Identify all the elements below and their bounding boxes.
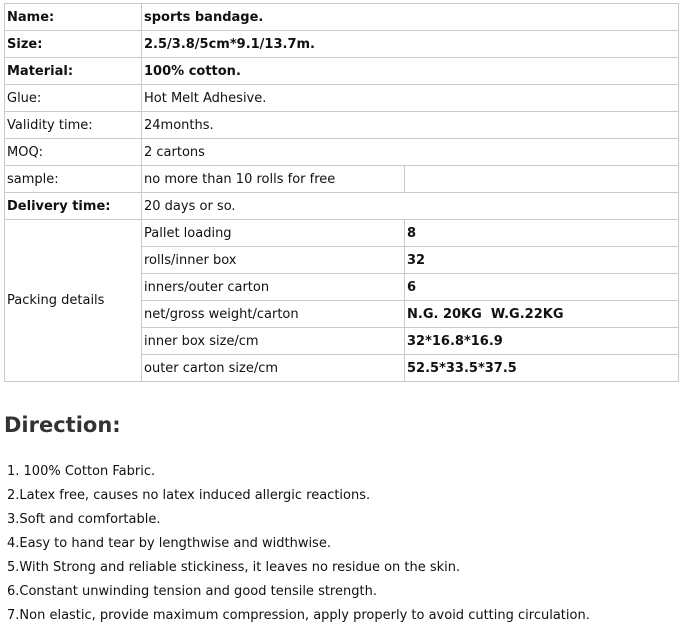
spec-label: Size:: [5, 31, 142, 58]
packing-key: rolls/inner box: [142, 247, 405, 274]
list-item: 4.Easy to hand tear by lengthwise and widthwise.: [7, 536, 331, 551]
packing-value: 8: [405, 220, 679, 247]
spec-value: 20 days or so.: [142, 193, 679, 220]
spec-value: 24months.: [142, 112, 679, 139]
direction-heading: Direction:: [4, 413, 121, 437]
spec-row-size: [5, 31, 679, 58]
spec-row-sample: [5, 166, 679, 193]
spec-table: [4, 3, 679, 382]
spec-value: 2 cartons: [142, 139, 679, 166]
packing-row: [5, 220, 679, 247]
spec-row-material: [5, 58, 679, 85]
spec-label: sample:: [5, 166, 142, 193]
list-item: 3.Soft and comfortable.: [7, 512, 161, 527]
spec-value: 100% cotton.: [142, 58, 679, 85]
spec-row-validity: [5, 112, 679, 139]
direction-list: [7, 460, 590, 628]
spec-label: Material:: [5, 58, 142, 85]
spec-row-delivery: [5, 193, 679, 220]
list-item: 6.Constant unwinding tension and good tensile strength.: [7, 584, 377, 599]
spec-value: sports bandage.: [142, 4, 679, 31]
spec-label: Glue:: [5, 85, 142, 112]
spec-empty-cell: [405, 166, 679, 193]
spec-row-name: [5, 4, 679, 31]
spec-label: Validity time:: [5, 112, 142, 139]
list-item: 5.With Strong and reliable stickiness, it leaves no residue on the skin.: [7, 560, 461, 575]
spec-label: MOQ:: [5, 139, 142, 166]
packing-value: 32*16.8*16.9: [405, 328, 679, 355]
spec-label: Name:: [5, 4, 142, 31]
spec-value: Hot Melt Adhesive.: [142, 85, 679, 112]
spec-label: Delivery time:: [5, 193, 142, 220]
packing-value: 52.5*33.5*37.5: [405, 355, 679, 382]
list-item: 1. 100% Cotton Fabric.: [7, 464, 156, 479]
list-item: 7.Non elastic, provide maximum compression, apply properly to avoid cutting circulation.: [7, 608, 590, 623]
packing-key: inner box size/cm: [142, 328, 405, 355]
packing-key: net/gross weight/carton: [142, 301, 405, 328]
packing-key: inners/outer carton: [142, 274, 405, 301]
spec-value: no more than 10 rolls for free: [142, 166, 405, 193]
packing-value: 6: [405, 274, 679, 301]
packing-label: Packing details: [5, 220, 142, 382]
spec-value: 2.5/3.8/5cm*9.1/13.7m.: [142, 31, 679, 58]
packing-value: N.G. 20KG W.G.22KG: [405, 301, 679, 328]
packing-key: outer carton size/cm: [142, 355, 405, 382]
list-item: 2.Latex free, causes no latex induced allergic reactions.: [7, 488, 371, 503]
spec-row-glue: [5, 85, 679, 112]
packing-value: 32: [405, 247, 679, 274]
packing-key: Pallet loading: [142, 220, 405, 247]
spec-row-moq: [5, 139, 679, 166]
